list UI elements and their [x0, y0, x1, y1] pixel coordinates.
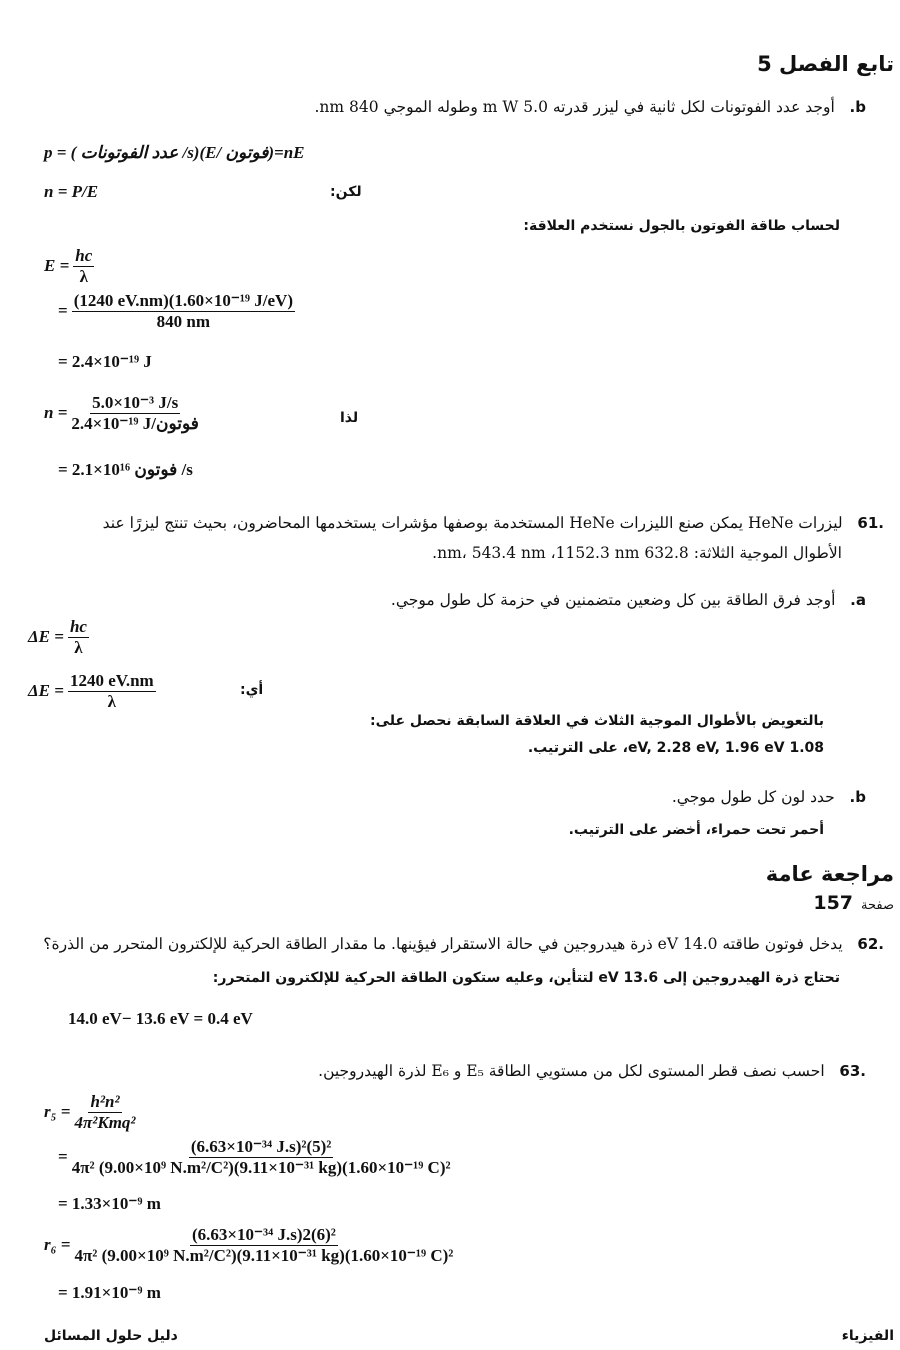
- fraction-denominator: 4π²Kmq²: [74, 1112, 136, 1132]
- question-61-line2: الأطوال الموجية الثلاثة: 632.8 nm، 543.4 nm ،1152.3 nm.: [432, 544, 842, 562]
- equation-r5-result: = 1.33×10⁻⁹ m: [58, 1194, 161, 1213]
- equals-sign: =: [58, 301, 68, 321]
- question-text: أوجد فرق الطاقة بين كل وضعين متضمنين في حزمة كل طول موجي.: [390, 591, 836, 609]
- equation-lhs: n =: [44, 403, 68, 423]
- fraction-numerator: hc: [75, 246, 93, 265]
- question-text: يدخل فوتون طاقته 14.0 eV ذرة هيدروجين في حالة الاستقرار فيؤينها. ما مقدار الطاقة الحركية للإلكترون المتحرر من الذرة؟: [43, 935, 843, 953]
- fraction-denominator: λ: [74, 637, 83, 657]
- equation-lhs: ΔE =: [28, 627, 64, 647]
- equation-n-result: = 2.1×10¹⁶ فوتون /s: [58, 460, 193, 479]
- equation-n: n = P/E: [44, 182, 99, 201]
- page-reference: [813, 892, 894, 914]
- question-61a: [46, 591, 866, 609]
- label-so: لذا: [340, 410, 359, 426]
- question-number: .63: [839, 1062, 866, 1080]
- equation-deltaE: [28, 618, 89, 657]
- fraction-denominator: 2.4×10⁻¹⁹ J/فوتون: [71, 413, 199, 433]
- fraction-numerator: h²n²: [90, 1092, 120, 1111]
- fraction-numerator: (1240 eV.nm)(1.60×10⁻¹⁹ J/eV): [73, 291, 293, 310]
- question-text: أوجد عدد الفوتونات لكل ثانية في ليزر قدرته 5.0 m W وطوله الموجي 840 nm.: [314, 98, 835, 116]
- equation-lhs: E =: [44, 256, 70, 276]
- note-photon-energy: لحساب طاقة الفوتون بالجول نستخدم العلاقة:: [523, 218, 840, 234]
- page-label: صفحة: [861, 898, 894, 913]
- question-61b: [46, 788, 866, 806]
- fraction-denominator: 4π² (9.00×10⁹ N.m²/C²)(9.11×10⁻³¹ kg)(1.60×10⁻¹⁹ C)²: [74, 1245, 454, 1265]
- question-label: b.: [849, 788, 866, 806]
- question-text: احسب نصف قطر المستوى لكل من مستويي الطاقة E₅ و E₆ لذرة الهيدروجين.: [318, 1062, 825, 1080]
- chapter-title: تابع الفصل 5: [757, 52, 894, 76]
- fraction-denominator: λ: [107, 691, 116, 711]
- equation-E-result: = 2.4×10⁻¹⁹ J: [58, 352, 152, 371]
- equation-n-substitution: [44, 394, 199, 433]
- fraction-denominator: 840 nm: [156, 311, 211, 331]
- question-label: a.: [850, 591, 866, 609]
- label-but: لكن:: [330, 184, 362, 200]
- section-title: مراجعة عامة: [765, 862, 894, 886]
- equation-r6: [44, 1226, 453, 1265]
- fraction-numerator: (6.63×10⁻³⁴ J.s)2(6)²: [191, 1225, 336, 1244]
- page-number: 157: [813, 892, 854, 914]
- fraction-denominator: 4π² (9.00×10⁹ N.m²/C²)(9.11×10⁻³¹ kg)(1.60×10⁻¹⁹ C)²: [71, 1157, 451, 1177]
- question-61: [4, 514, 884, 532]
- question-text: ليزرات HeNe يمكن صنع الليزرات HeNe المستخدمة بوصفها مؤشرات يستخدمها المحاضرون، بحيث تنتج ليزرًا عند: [102, 514, 843, 532]
- equals-sign: =: [58, 1147, 68, 1167]
- equation-lhs: ΔE =: [28, 681, 64, 701]
- equation-power: p = ( عدد الفوتونات /s)(E/ فوتون)=nE: [44, 143, 305, 162]
- question-number: .62: [857, 935, 884, 953]
- equation-r6-result: = 1.91×10⁻⁹ m: [58, 1283, 161, 1302]
- fraction-numerator: 5.0×10⁻³ J/s: [92, 393, 179, 412]
- note-substitution: بالتعويض بالأطوال الموجية الثلاث في العلاقة السابقة نحصل على:: [370, 713, 824, 729]
- fraction-numerator: hc: [69, 617, 87, 636]
- result-energies: 1.08 eV, 2.28 eV, 1.96 eV، على الترتيب.: [527, 740, 824, 756]
- fraction-numerator: 1240 eV.nm: [69, 671, 154, 690]
- footer-left: دليل حلول المسائل: [44, 1328, 178, 1344]
- question-label: b.: [849, 98, 866, 116]
- equation-r5-substitution: [58, 1138, 451, 1177]
- question-62: [0, 935, 884, 953]
- question-63: [46, 1062, 866, 1080]
- label-ie: أي:: [240, 682, 264, 698]
- equation-E: [44, 247, 94, 286]
- equation-deltaE-numeric: [28, 672, 156, 711]
- equation-lhs: r₅ =: [44, 1102, 71, 1122]
- fraction-denominator: λ: [79, 266, 88, 286]
- equation-kinetic-energy: 14.0 eV− 13.6 eV = 0.4 eV: [68, 1009, 253, 1028]
- fraction-numerator: (6.63×10⁻³⁴ J.s)²(5)²: [190, 1137, 332, 1156]
- question-b: [46, 98, 866, 116]
- question-text: حدد لون كل طول موجي.: [671, 788, 835, 806]
- equation-lhs: r₆ =: [44, 1235, 71, 1255]
- footer-right: الفيزياء: [841, 1328, 894, 1344]
- answer-colors: أحمر تحت حمراء، أخضر على الترتيب.: [568, 822, 824, 838]
- question-number: .61: [857, 514, 884, 532]
- equation-E-substitution: [58, 292, 295, 331]
- note-ionization: تحتاج ذرة الهيدروجين إلى 13.6 eV لتتأين، وعليه ستكون الطاقة الحركية للإلكترون المتحرر:: [212, 970, 840, 986]
- equation-r5: [44, 1093, 136, 1132]
